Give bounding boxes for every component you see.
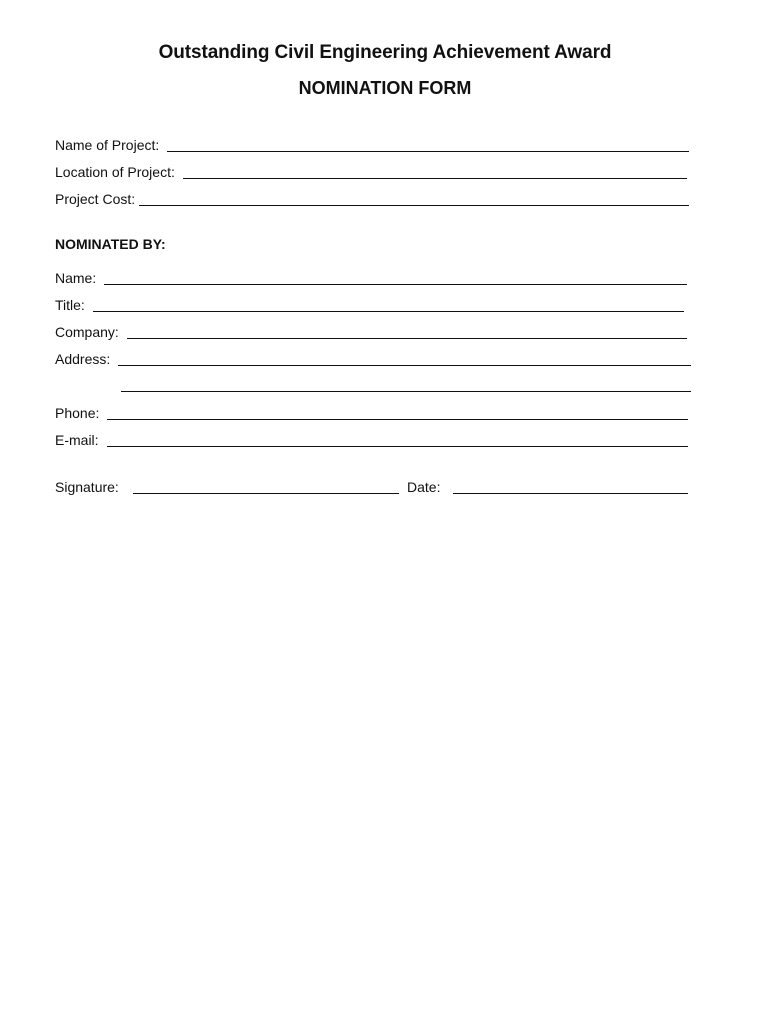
nominator-address-field [55,348,691,368]
nominator-phone-line[interactable] [107,419,688,420]
form-title: Outstanding Civil Engineering Achievement Award [158,42,612,63]
project-location-line[interactable] [183,178,687,179]
nominator-title-field [55,294,684,314]
nominator-name-line[interactable] [104,284,687,285]
nominator-title-line[interactable] [93,311,684,312]
project-cost-field [55,188,689,208]
project-location-field [55,161,687,181]
signature-row [55,476,688,496]
nominator-company-line[interactable] [127,338,687,339]
nominator-name-field [55,267,687,287]
form-subtitle: NOMINATION FORM [298,78,472,98]
nominated-by-heading: NOMINATED BY: [55,236,166,252]
date-label: Date: [407,479,441,495]
nominator-email-field [55,429,688,449]
nominator-address-line[interactable] [118,365,691,366]
date-line[interactable] [453,493,688,494]
project-cost-label: Project Cost: [55,191,136,207]
signature-label: Signature: [55,479,119,495]
project-cost-line[interactable] [139,205,689,206]
signature-line[interactable] [133,493,399,494]
project-name-field [55,134,689,154]
nominator-company-label: Company: [55,324,119,340]
nominator-phone-label: Phone: [55,405,100,421]
nominator-address-line-2[interactable] [121,391,691,392]
project-location-label: Location of Project: [55,164,175,180]
nominator-phone-field [55,402,688,422]
nominator-email-label: E-mail: [55,432,99,448]
nominator-address-label: Address: [55,351,111,367]
project-name-label: Name of Project: [55,137,160,153]
nominator-title-label: Title: [55,297,85,313]
nominator-email-line[interactable] [107,446,688,447]
nominator-name-label: Name: [55,270,97,286]
project-name-line[interactable] [167,151,689,152]
nominator-company-field [55,321,687,341]
